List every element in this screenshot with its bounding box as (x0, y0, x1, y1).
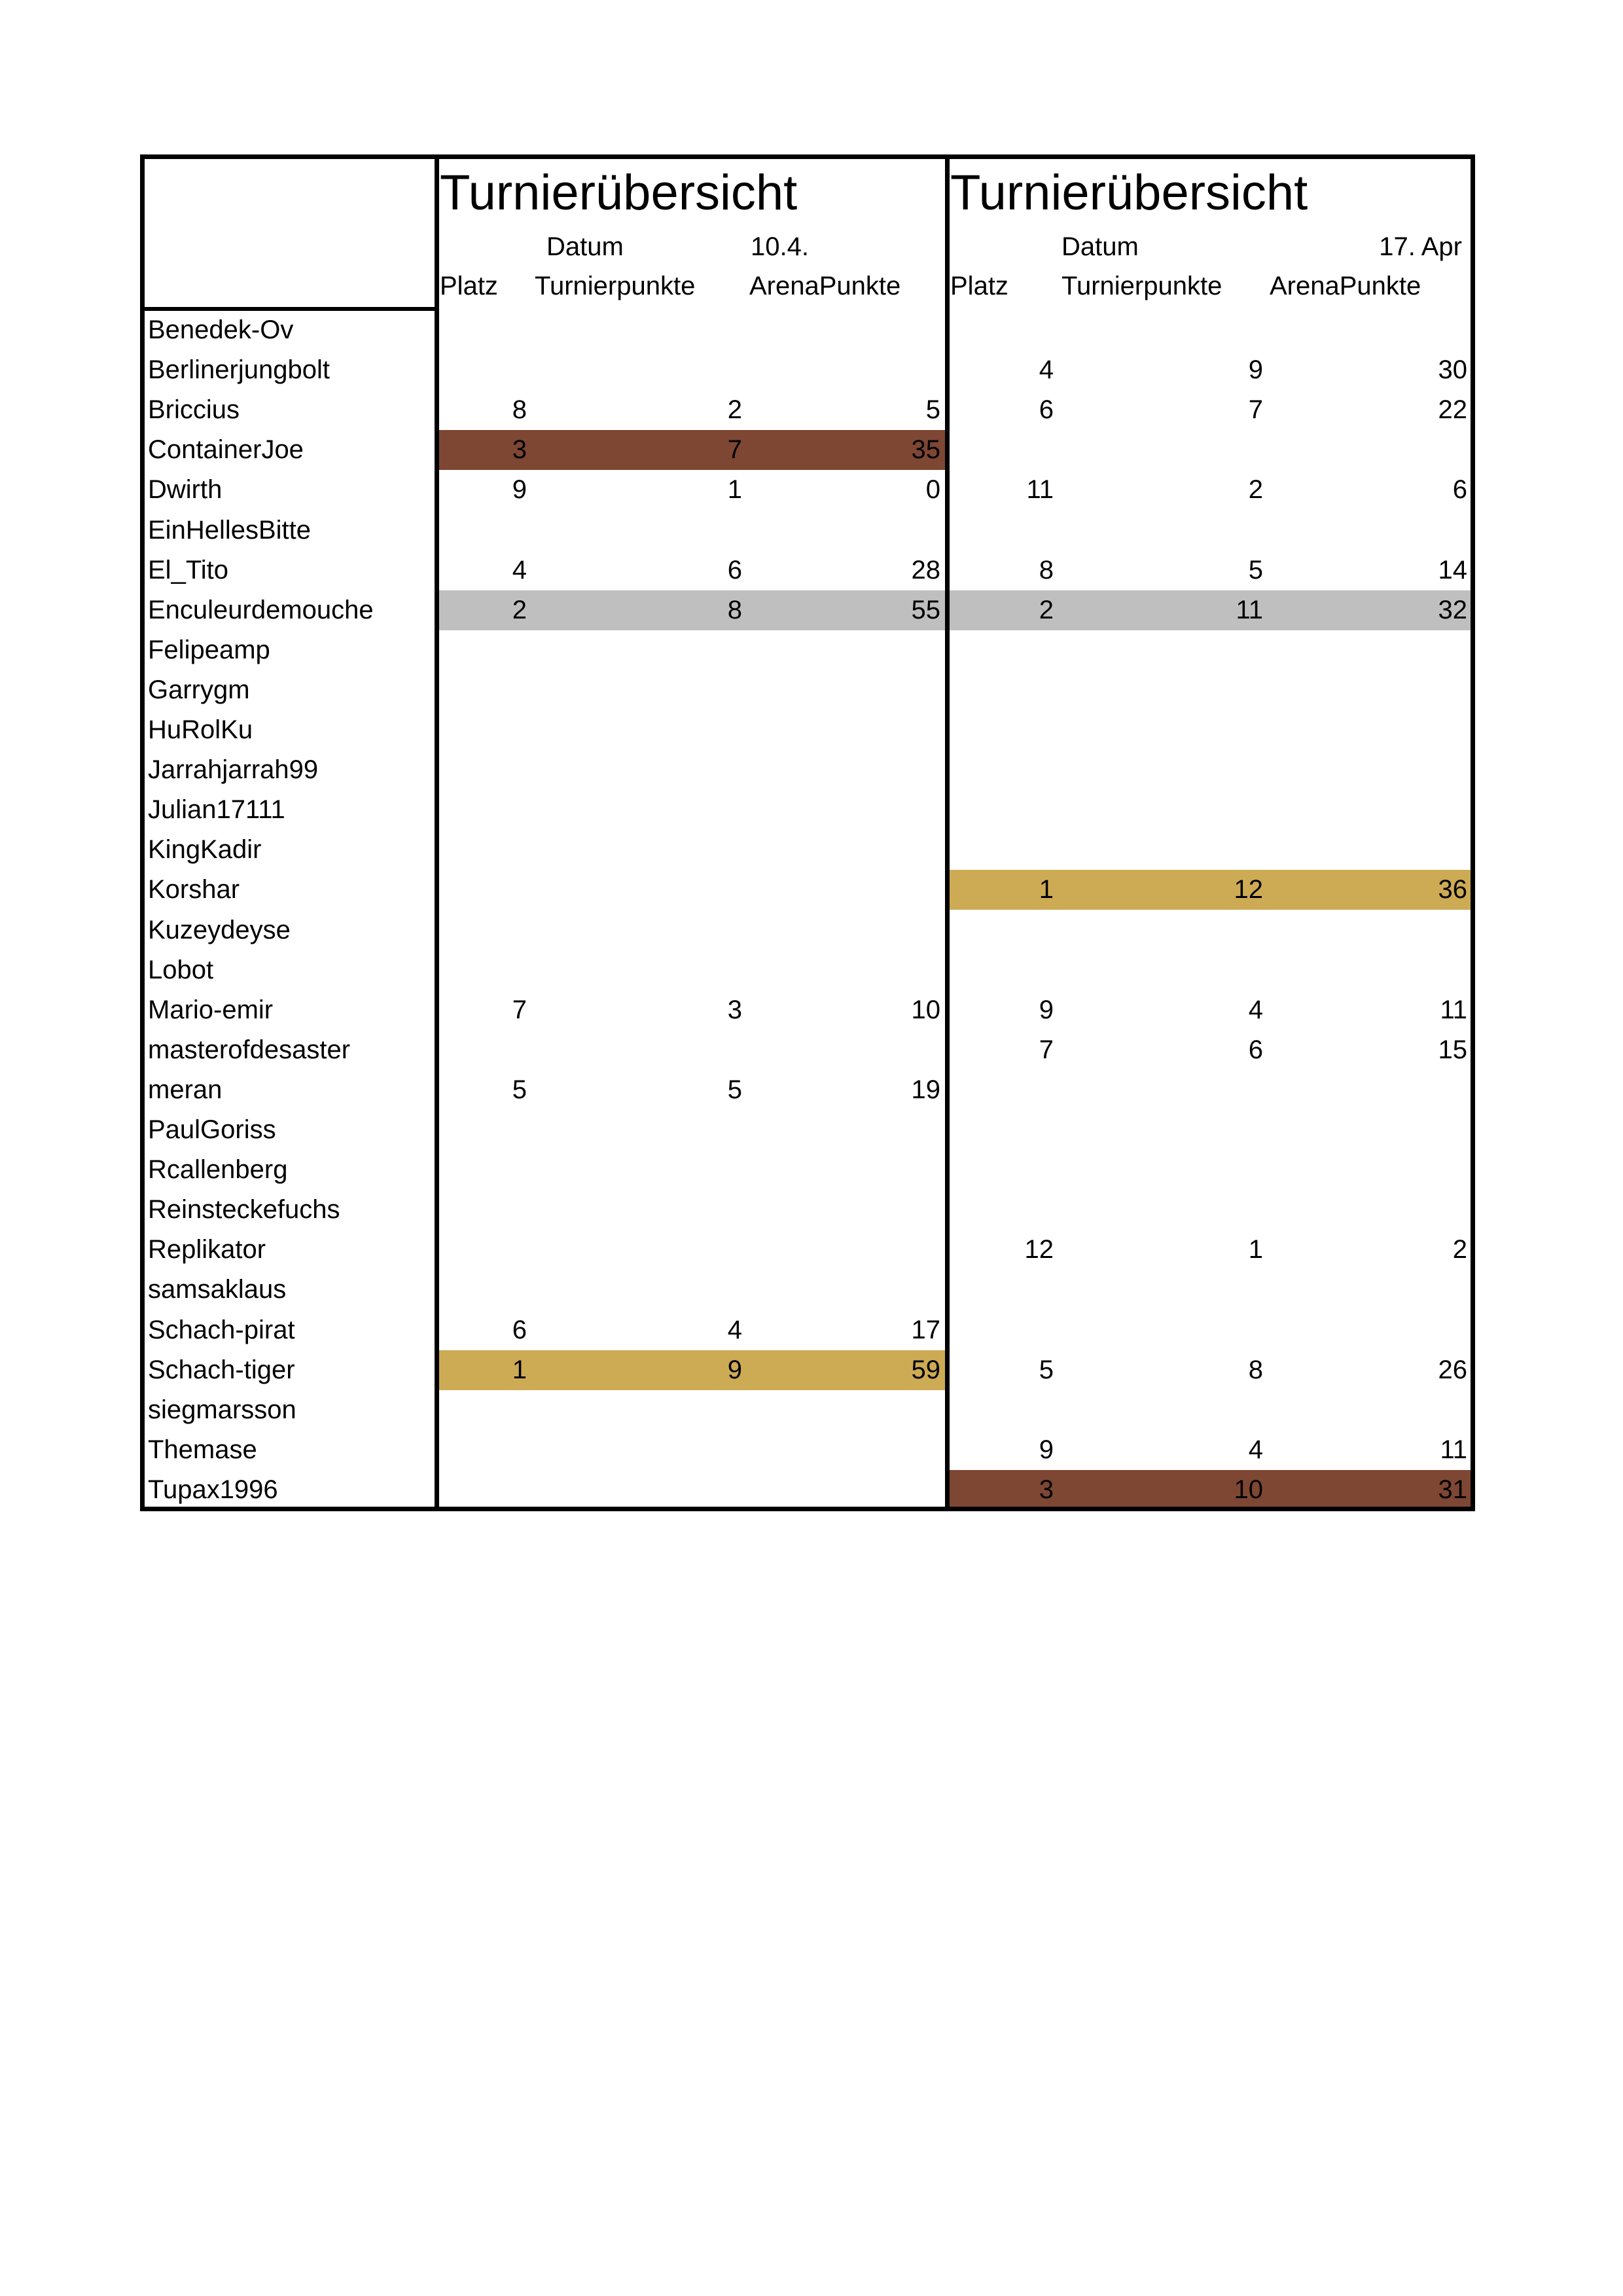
player-name: Rcallenberg (148, 1155, 288, 1184)
t2-platz: 5 (1039, 1355, 1054, 1384)
t2-turnierpunkte: 12 (1234, 875, 1263, 904)
t2-platz: 6 (1039, 395, 1054, 424)
tournament-2-col-arenapunkte: ArenaPunkte (1270, 272, 1421, 300)
t2-turnierpunkte: 2 (1248, 475, 1263, 504)
table-border-left (140, 154, 145, 1511)
t2-platz: 1 (1039, 875, 1054, 904)
t2-platz: 12 (1024, 1235, 1054, 1264)
t1-platz: 2 (512, 596, 527, 624)
t1-arenapunkte: 28 (911, 556, 940, 584)
t1-arenapunkte: 0 (925, 475, 940, 504)
t2-turnierpunkte: 6 (1248, 1035, 1263, 1064)
t1-turnierpunkte: 9 (727, 1355, 742, 1384)
player-name: Tupax1996 (148, 1475, 278, 1504)
player-name: Korshar (148, 875, 240, 904)
t2-arenapunkte: 11 (1440, 1435, 1467, 1464)
t1-turnierpunkte: 6 (727, 556, 742, 584)
t1-turnierpunkte: 5 (727, 1075, 742, 1104)
t2-arenapunkte: 36 (1438, 875, 1467, 904)
t1-platz: 3 (512, 435, 527, 464)
t2-platz: 2 (1039, 596, 1054, 624)
tournament-1-col-turnierpunkte: Turnierpunkte (535, 272, 696, 300)
player-name: Themase (148, 1435, 257, 1464)
t2-turnierpunkte: 5 (1248, 556, 1263, 584)
t1-turnierpunkte: 8 (727, 596, 742, 624)
tournament-2-datum-label: Datum (1061, 232, 1139, 261)
player-name: ContainerJoe (148, 435, 304, 464)
player-name: Benedek-Ov (148, 315, 294, 344)
player-name: Mario-emir (148, 996, 274, 1024)
t1-arenapunkte: 19 (911, 1075, 940, 1104)
player-name: KingKadir (148, 835, 262, 864)
t2-platz: 3 (1039, 1475, 1054, 1504)
player-name: Julian17111 (148, 795, 285, 824)
t2-platz: 7 (1039, 1035, 1054, 1064)
t1-turnierpunkte: 7 (727, 435, 742, 464)
tournament-2-date: 17. Apr (1379, 232, 1462, 261)
player-name: Jarrahjarrah99 (148, 755, 319, 784)
t2-platz: 4 (1039, 355, 1054, 384)
player-name: Garrygm (148, 675, 250, 704)
tournament-2-col-turnierpunkte: Turnierpunkte (1061, 272, 1222, 300)
tournament-1-col-arenapunkte: ArenaPunkte (749, 272, 901, 300)
t2-arenapunkte: 6 (1452, 475, 1467, 504)
t1-platz: 4 (512, 556, 527, 584)
t2-platz: 8 (1039, 556, 1054, 584)
table-border-top (140, 154, 1475, 159)
player-name: Dwirth (148, 475, 223, 504)
player-name: siegmarsson (148, 1395, 296, 1424)
t1-platz: 1 (512, 1355, 527, 1384)
t1-arenapunkte: 5 (925, 395, 940, 424)
t2-turnierpunkte: 4 (1248, 996, 1263, 1024)
player-name: samsaklaus (148, 1275, 287, 1304)
t1-arenapunkte: 35 (911, 435, 940, 464)
t2-turnierpunkte: 10 (1234, 1475, 1263, 1504)
t1-turnierpunkte: 1 (727, 475, 742, 504)
t2-arenapunkte: 26 (1438, 1355, 1467, 1384)
t2-turnierpunkte: 1 (1248, 1235, 1263, 1264)
t1-turnierpunkte: 3 (727, 996, 742, 1024)
t1-platz: 5 (512, 1075, 527, 1104)
t2-turnierpunkte: 8 (1248, 1355, 1263, 1384)
t1-platz: 7 (512, 996, 527, 1024)
tournament-2-col-platz: Platz (950, 272, 1008, 300)
tournament-1-datum-label: Datum (546, 232, 624, 261)
t2-turnierpunkte: 7 (1248, 395, 1263, 424)
player-name: HuRolKu (148, 715, 253, 744)
t2-platz: 9 (1039, 996, 1054, 1024)
t2-arenapunkte: 15 (1438, 1035, 1467, 1064)
name-column-divider (435, 154, 439, 1511)
player-name: PaulGoriss (148, 1115, 276, 1144)
t2-platz: 11 (1026, 475, 1054, 504)
player-name: Schach-tiger (148, 1355, 295, 1384)
t2-turnierpunkte: 4 (1248, 1435, 1263, 1464)
t1-arenapunkte: 55 (911, 596, 940, 624)
tournament-2-title: Turnierübersicht (950, 165, 1308, 221)
player-name: meran (148, 1075, 223, 1104)
t2-arenapunkte: 30 (1438, 355, 1467, 384)
player-name: EinHellesBitte (148, 516, 312, 545)
table-border-right (1471, 154, 1475, 1511)
tournament-1-title: Turnierübersicht (440, 165, 798, 221)
player-name: Kuzeydeyse (148, 916, 291, 944)
t2-arenapunkte: 2 (1452, 1235, 1467, 1264)
t2-platz: 9 (1039, 1435, 1054, 1464)
t2-arenapunkte: 11 (1440, 996, 1467, 1024)
t1-platz: 6 (512, 1316, 527, 1344)
t1-turnierpunkte: 4 (727, 1316, 742, 1344)
t2-turnierpunkte: 11 (1236, 596, 1263, 624)
t2-arenapunkte: 31 (1438, 1475, 1467, 1504)
t1-platz: 9 (512, 475, 527, 504)
t1-arenapunkte: 17 (911, 1316, 940, 1344)
t1-arenapunkte: 10 (911, 996, 940, 1024)
player-name: Briccius (148, 395, 240, 424)
t2-arenapunkte: 14 (1438, 556, 1467, 584)
tournament-1-col-platz: Platz (440, 272, 498, 300)
player-name: El_Tito (148, 556, 229, 584)
player-name: Berlinerjungbolt (148, 355, 330, 384)
name-header-underline (140, 307, 439, 311)
t2-turnierpunkte: 9 (1248, 355, 1263, 384)
t2-arenapunkte: 32 (1438, 596, 1467, 624)
player-name: Schach-pirat (148, 1316, 295, 1344)
t1-arenapunkte: 59 (911, 1355, 940, 1384)
player-name: Felipeamp (148, 636, 270, 664)
player-name: masterofdesaster (148, 1035, 351, 1064)
player-name: Enculeurdemouche (148, 596, 374, 624)
player-name: Replikator (148, 1235, 266, 1264)
t2-arenapunkte: 22 (1438, 395, 1467, 424)
tournament-divider (945, 154, 950, 1511)
t1-platz: 8 (512, 395, 527, 424)
tournament-1-date: 10.4. (751, 232, 809, 261)
table-border-bottom (140, 1507, 1475, 1511)
player-name: Lobot (148, 956, 214, 984)
t1-turnierpunkte: 2 (727, 395, 742, 424)
player-name: Reinsteckefuchs (148, 1195, 340, 1224)
